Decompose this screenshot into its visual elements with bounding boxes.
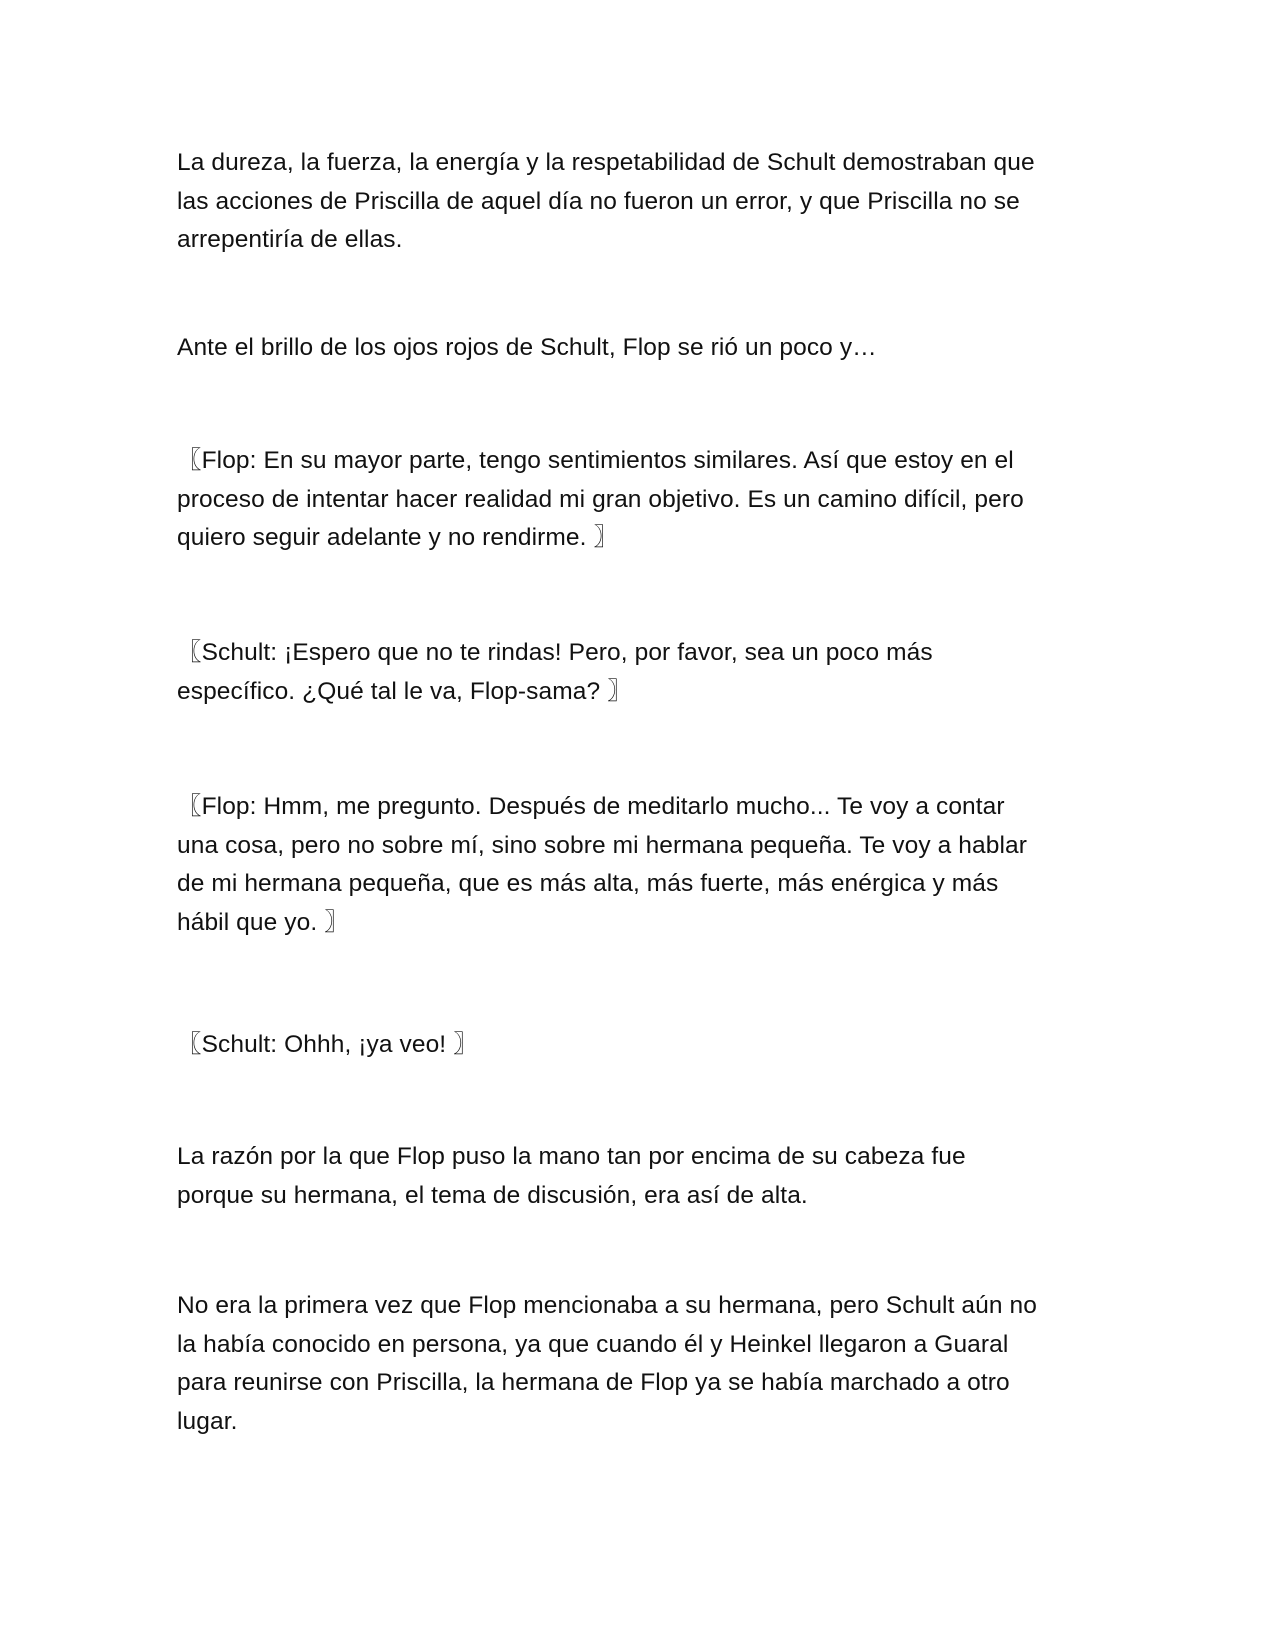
text-line: porque su hermana, el tema de discusión, era así de alta.	[177, 1181, 808, 1209]
text-line: La dureza, la fuerza, la energía y la respetabilidad de Schult demostraban que	[177, 149, 1035, 176]
text-line: las acciones de Priscilla de aquel día no fueron un error, y que Priscilla no se	[177, 187, 1020, 215]
text-line: específico. ¿Qué tal le va, Flop-sama? 〗	[177, 677, 632, 705]
paragraph-first-time	[177, 1287, 1107, 1441]
text-line: arrepentiría de ellas.	[177, 226, 403, 253]
text-line: La razón por la que Flop puso la mano tan por encima de su cabeza fue	[177, 1143, 966, 1170]
paragraph-red-eyes	[177, 329, 1107, 368]
text-line: Ante el brillo de los ojos rojos de Schult, Flop se rió un poco y…	[177, 334, 877, 361]
text-line: quiero seguir adelante y no rendirme. 〗	[177, 524, 619, 551]
text-line: de mi hermana pequeña, que es más alta, más fuerte, más enérgica y más	[177, 870, 999, 897]
text-line: proceso de intentar hacer realidad mi gran objetivo. Es un camino difícil, pero	[177, 485, 1024, 513]
text-line: hábil que yo. 〗	[177, 908, 349, 936]
text-line: para reunirse con Priscilla, la hermana de Flop ya se había marchado a otro	[177, 1369, 1010, 1396]
text-line: la había conocido en persona, ya que cuando él y Heinkel llegaron a Guaral	[177, 1330, 1009, 1358]
text-line: No era la primera vez que Flop mencionaba a su hermana, pero Schult aún no	[177, 1292, 1037, 1319]
text-line: 〖Schult: ¡Espero que no te rindas! Pero, por favor, sea un poco más	[177, 639, 933, 666]
text-line: 〖Flop: Hmm, me pregunto. Después de meditarlo mucho... Te voy a contar	[177, 793, 1005, 820]
dialogue-schult-ohhh	[177, 1026, 1107, 1065]
dialogue-flop-sister	[177, 788, 1107, 942]
paragraph-hand-height	[177, 1138, 1107, 1215]
text-line: una cosa, pero no sobre mí, sino sobre mi hermana pequeña. Te voy a hablar	[177, 831, 1027, 859]
dialogue-flop-goal	[177, 442, 1107, 558]
text-line: lugar.	[177, 1407, 238, 1435]
paragraph-schult-strength	[177, 144, 1107, 260]
dialogue-schult-specific	[177, 634, 1107, 711]
text-line: 〖Flop: En su mayor parte, tengo sentimientos similares. Así que estoy en el	[177, 447, 1014, 474]
text-line: 〖Schult: Ohhh, ¡ya veo! 〗	[177, 1031, 478, 1058]
